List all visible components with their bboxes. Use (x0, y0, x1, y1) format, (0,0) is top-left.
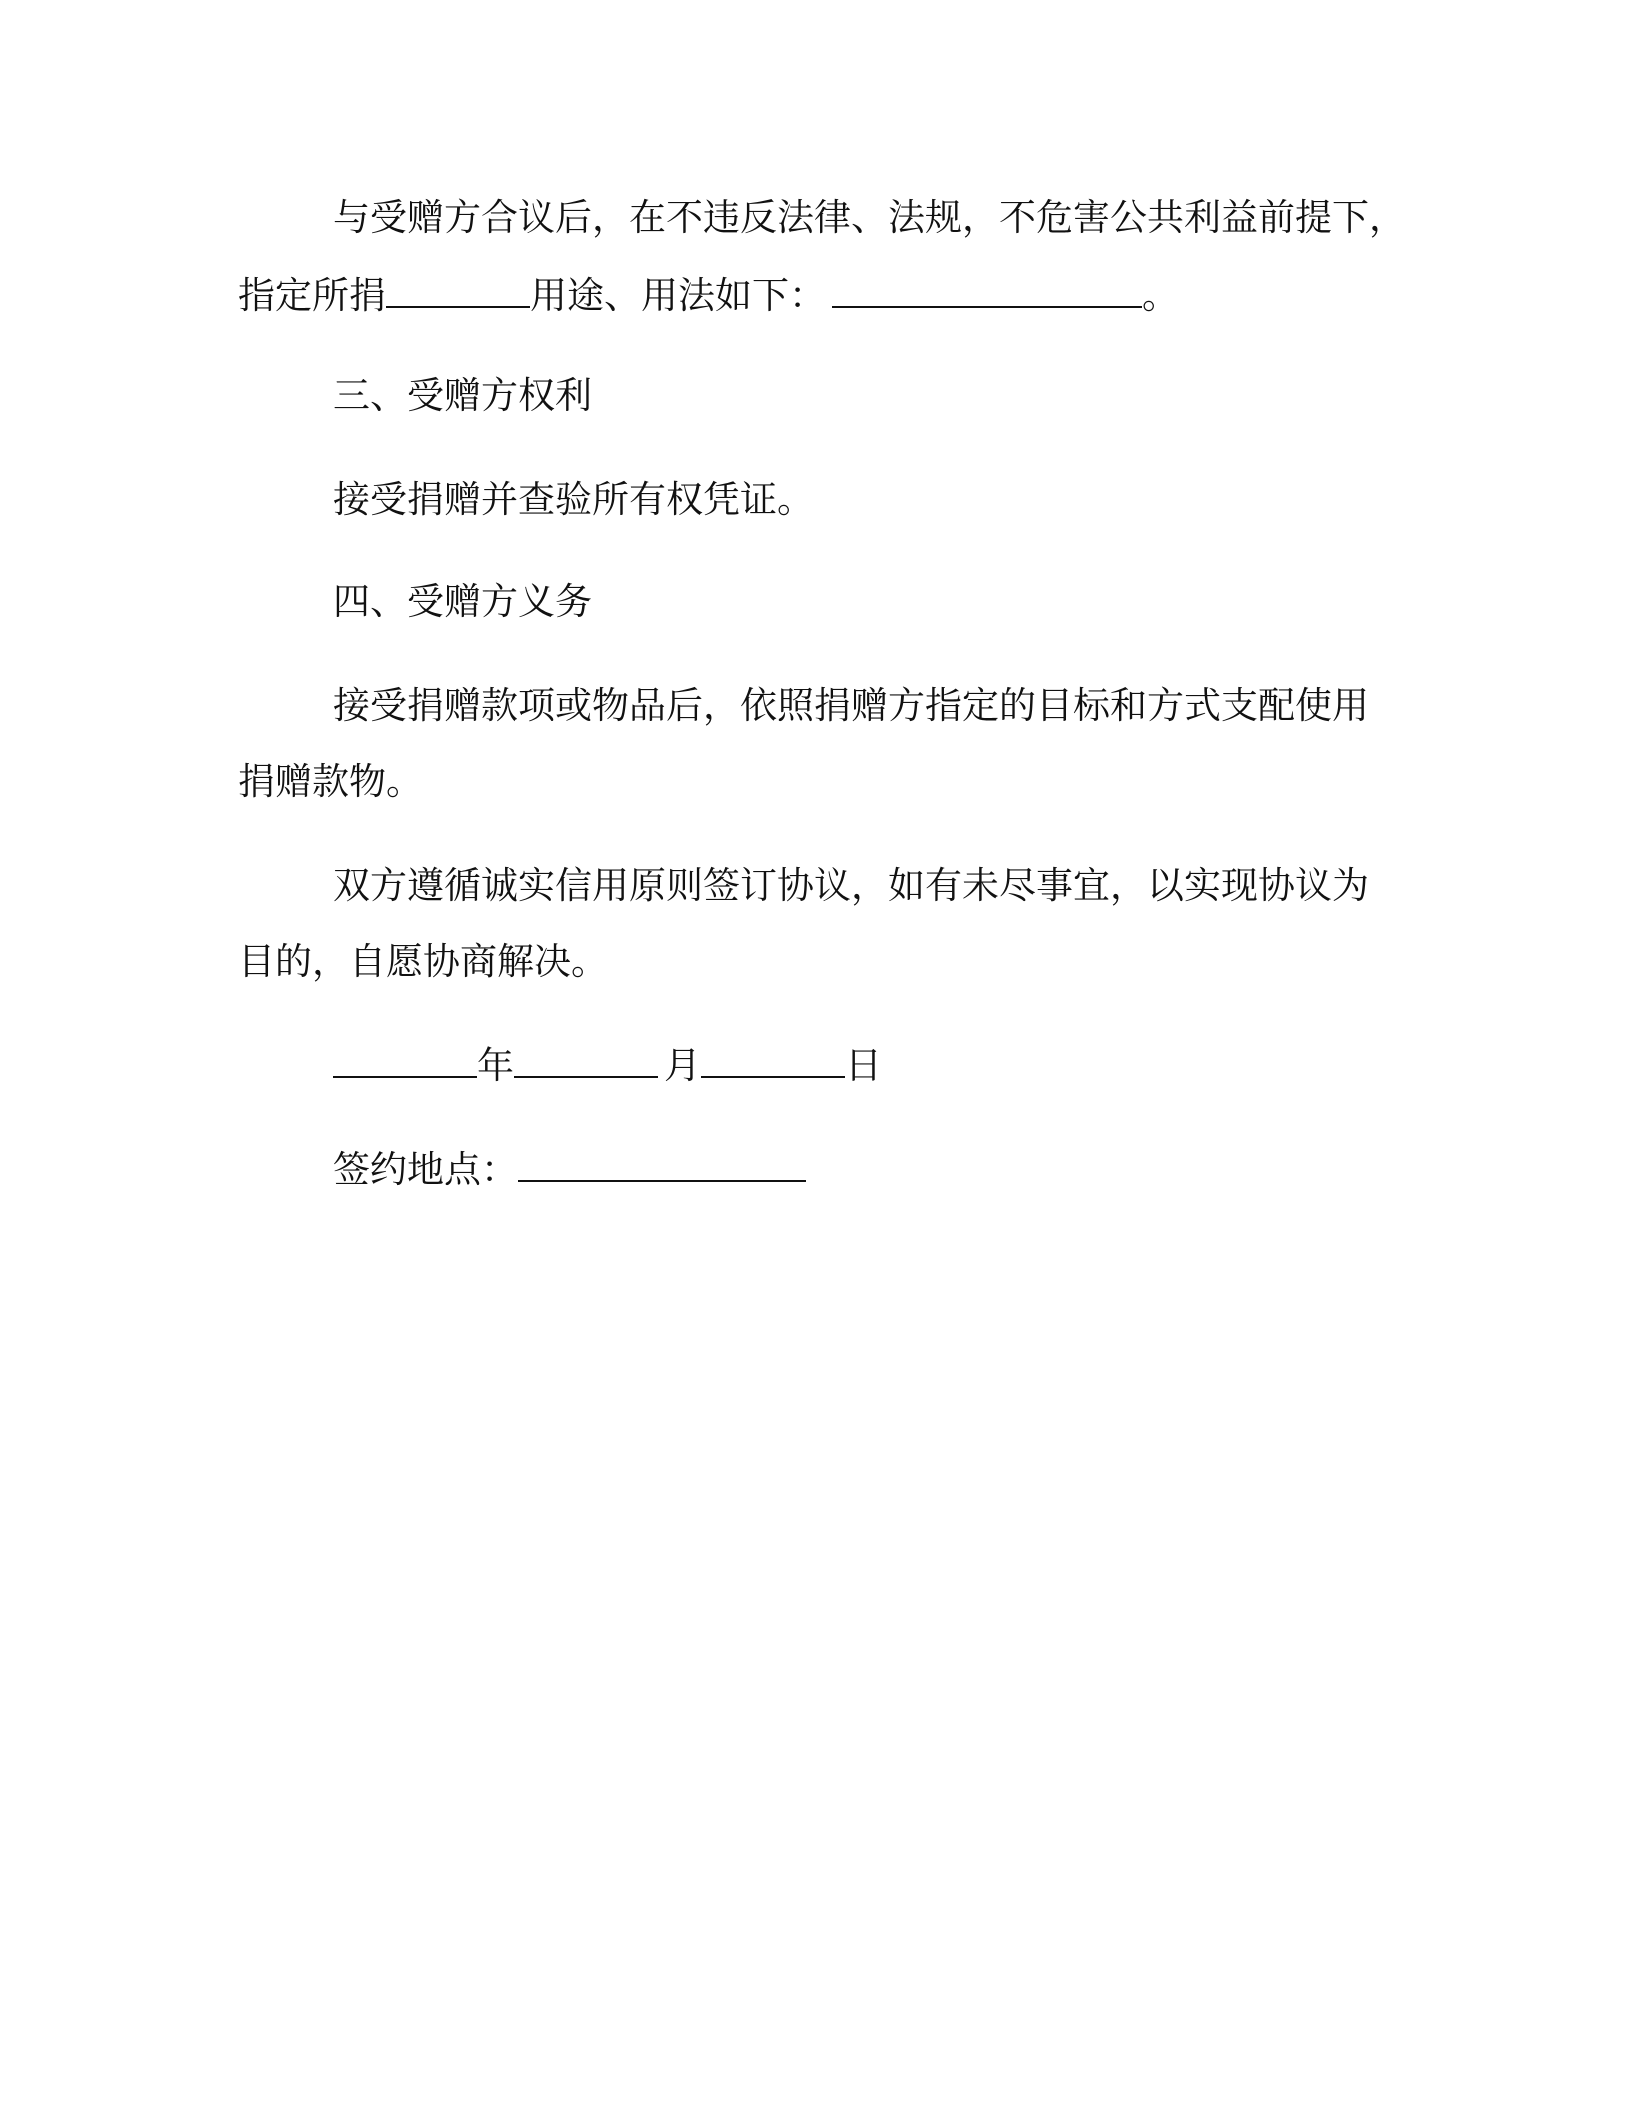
paragraph-recipient-duties-line-2: 捐赠款物。 (238, 760, 423, 803)
period-mark: 。 (1142, 274, 1179, 317)
paragraph-agreement-line-1: 与受赠方合议后，在不违反法律、法规，不危害公共利益前提下， (333, 196, 1406, 239)
designated-donation-label: 指定所捐 (238, 274, 386, 317)
donation-item-blank[interactable] (386, 276, 530, 308)
paragraph-agreement-line-2 (238, 274, 1179, 318)
heading-recipient-duties: 四、受赠方义务 (333, 580, 592, 623)
paragraph-recipient-rights: 接受捐赠并查验所有权凭证。 (333, 478, 814, 521)
paragraph-good-faith-line-2: 目的，自愿协商解决。 (238, 940, 608, 983)
year-label: 年 (477, 1044, 514, 1087)
usage-label: 用途、用法如下： (530, 274, 826, 317)
date-line (333, 1044, 882, 1088)
year-blank[interactable] (333, 1046, 477, 1078)
usage-blank[interactable] (832, 276, 1142, 308)
day-label: 日 (845, 1044, 882, 1087)
month-blank[interactable] (514, 1046, 658, 1078)
day-blank[interactable] (701, 1046, 845, 1078)
paragraph-recipient-duties-line-1: 接受捐赠款项或物品后，依照捐赠方指定的目标和方式支配使用 (333, 684, 1369, 727)
paragraph-good-faith-line-1: 双方遵循诚实信用原则签订协议，如有未尽事宜，以实现协议为 (333, 864, 1369, 907)
signing-place-blank[interactable] (518, 1150, 806, 1182)
heading-recipient-rights: 三、受赠方权利 (333, 374, 592, 417)
signing-place-label: 签约地点： (333, 1148, 518, 1191)
signing-place-line (333, 1148, 806, 1192)
month-label: 月 (664, 1044, 701, 1087)
